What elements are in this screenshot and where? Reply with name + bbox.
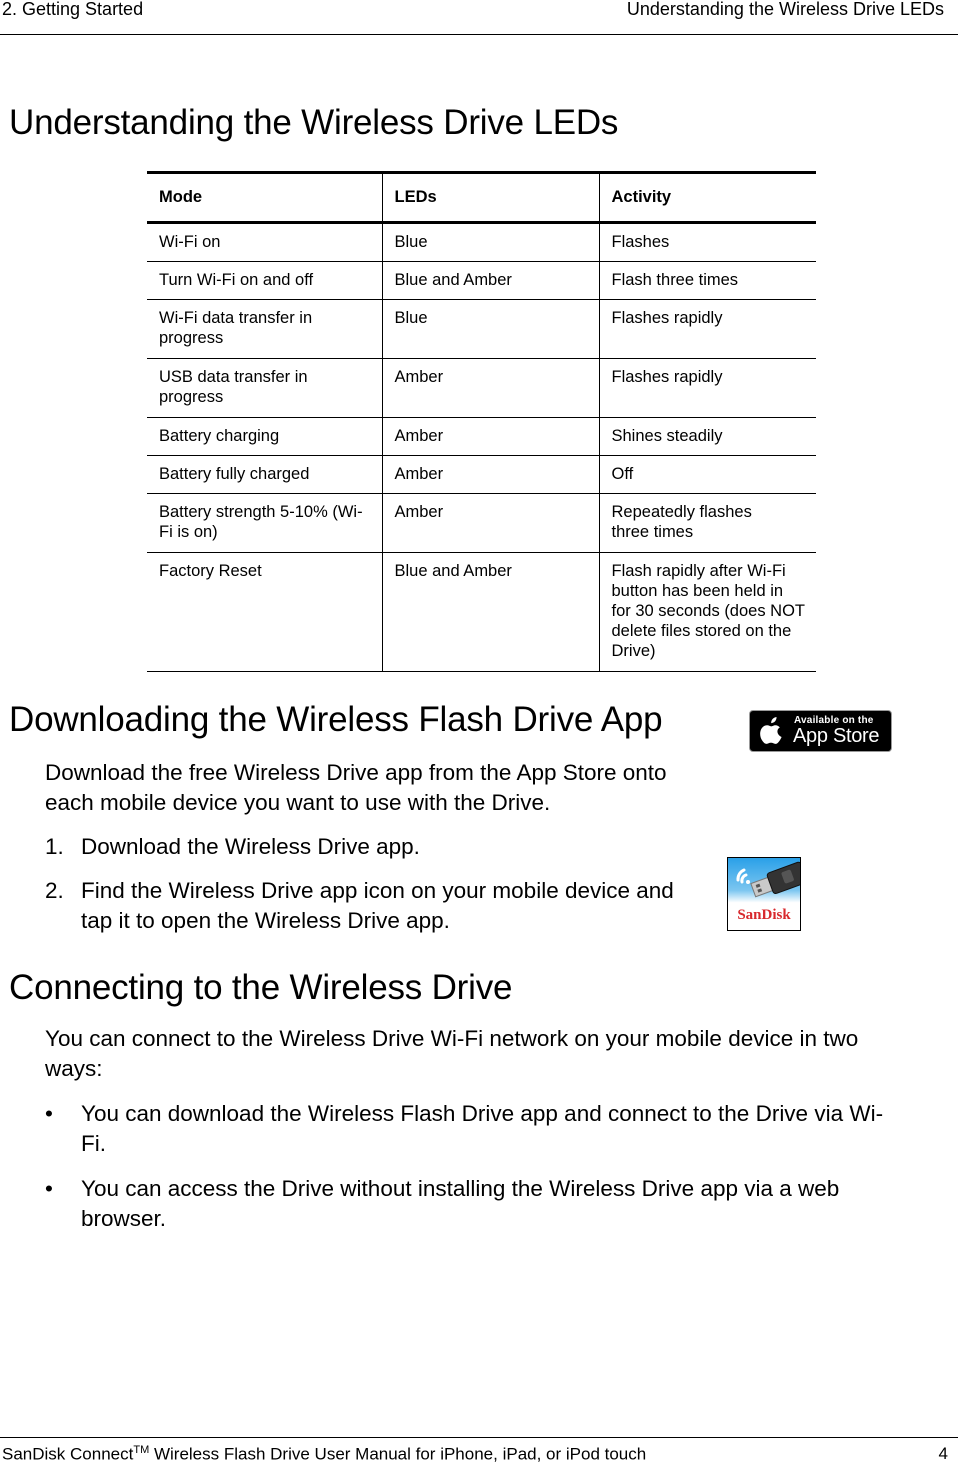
cell-leds: Blue xyxy=(382,300,599,359)
badge-big-text: App Store xyxy=(793,725,880,747)
cell-leds: Blue xyxy=(382,223,599,262)
running-header xyxy=(0,0,958,35)
cell-activity: Repeatedly flashes three times xyxy=(599,494,816,553)
cell-mode: Turn Wi-Fi on and off xyxy=(159,271,314,289)
cell-activity: Flash three times xyxy=(599,262,816,300)
table-row xyxy=(147,359,816,418)
running-footer xyxy=(0,1437,958,1465)
connect-section-title: Connecting to the Wireless Drive xyxy=(9,968,513,1007)
manual-title-rest: Wireless Flash Drive User Manual for iPhone, iPad, or iPod touch xyxy=(149,1444,647,1464)
step-text: Download the Wireless Drive app. xyxy=(81,834,420,859)
bullet-text-line1: You can access the Drive without installing the Wireless Drive app via a web xyxy=(81,1176,840,1201)
cell-activity: Flash rapidly after Wi-Fi button has been held in for 30 seconds (does NOT delete files stored on the Drive) xyxy=(599,553,816,672)
manual-title-brand: SanDisk Connect xyxy=(2,1444,134,1464)
led-table xyxy=(147,171,816,672)
wireless-drive-app-icon[interactable] xyxy=(727,857,801,931)
bullet-text-line1: You can download the Wireless Flash Drive app and connect to the Drive via Wi- xyxy=(81,1101,884,1126)
column-header-activity: Activity xyxy=(599,173,816,223)
cell-leds: Blue and Amber xyxy=(382,262,599,300)
bullet-text xyxy=(81,1174,839,1234)
bullet-icon: • xyxy=(45,1176,53,1201)
cell-leds: Amber xyxy=(382,494,599,553)
cell-activity: Shines steadily xyxy=(599,418,816,456)
step-text xyxy=(81,876,674,936)
table-row xyxy=(147,494,816,553)
cell-activity: Flashes rapidly xyxy=(599,300,816,359)
leds-section-title: Understanding the Wireless Drive LEDs xyxy=(9,103,619,142)
cell-mode: Wi-Fi data transfer in progress xyxy=(159,309,313,347)
table-row xyxy=(147,418,816,456)
cell-leds: Amber xyxy=(382,418,599,456)
download-intro xyxy=(45,758,667,817)
cell-leds: Blue and Amber xyxy=(382,553,599,672)
cell-mode: Battery charging xyxy=(159,427,280,445)
table-row xyxy=(147,223,816,262)
cell-activity: Off xyxy=(599,456,816,494)
table-row xyxy=(147,262,816,300)
cell-mode: Wi-Fi on xyxy=(159,233,221,251)
cell-leds: Amber xyxy=(382,456,599,494)
column-header-mode: Mode xyxy=(159,188,203,206)
app-store-badge[interactable] xyxy=(749,710,892,752)
table-row xyxy=(147,300,816,359)
step-number: 1. xyxy=(45,834,64,859)
cell-mode: Battery strength 5-10% (Wi-Fi is on) xyxy=(159,503,363,541)
download-intro-line1: Download the free Wireless Drive app from the App Store onto xyxy=(45,760,667,785)
cell-mode: Battery fully charged xyxy=(159,465,310,483)
bullet-text-line2: browser. xyxy=(81,1206,167,1231)
step-number: 2. xyxy=(45,878,64,903)
step-1 xyxy=(45,832,735,862)
bullet-text xyxy=(81,1099,883,1159)
bullet-icon: • xyxy=(45,1101,53,1126)
manual-title xyxy=(2,1444,646,1465)
cell-mode: Factory Reset xyxy=(159,562,262,580)
download-intro-line2: each mobile device you want to use with the Drive. xyxy=(45,789,551,815)
connect-intro-line1: You can connect to the Wireless Drive Wi-Fi network on your mobile device in two xyxy=(45,1026,859,1051)
chapter-label: 2. Getting Started xyxy=(2,0,144,19)
cell-leds: Amber xyxy=(382,359,599,418)
bullet-text-line2: Fi. xyxy=(81,1131,106,1156)
apple-logo-icon xyxy=(760,717,784,745)
cell-mode: USB data transfer in progress xyxy=(159,368,308,406)
bullet-item xyxy=(45,1174,955,1234)
column-header-leds: LEDs xyxy=(382,173,599,223)
connect-intro xyxy=(45,1024,945,1083)
step-2 xyxy=(45,876,735,936)
table-header-row xyxy=(147,173,816,223)
section-label: Understanding the Wireless Drive LEDs xyxy=(626,0,944,19)
app-icon-brand: SanDisk xyxy=(737,907,791,923)
bullet-item xyxy=(45,1099,955,1159)
step-text-line1: Find the Wireless Drive app icon on your mobile device and xyxy=(81,878,674,903)
connect-intro-line2: ways: xyxy=(45,1055,103,1081)
badge-small-text: Available on the xyxy=(794,715,874,726)
cell-activity: Flashes rapidly xyxy=(599,359,816,418)
step-text-line2: tap it to open the Wireless Drive app. xyxy=(81,908,450,933)
table-row xyxy=(147,456,816,494)
download-section-title: Downloading the Wireless Flash Drive App xyxy=(9,700,663,739)
page-number: 4 xyxy=(938,1444,948,1463)
table-row xyxy=(147,553,816,672)
cell-activity: Flashes xyxy=(599,223,816,262)
trademark-symbol: TM xyxy=(133,1444,150,1456)
